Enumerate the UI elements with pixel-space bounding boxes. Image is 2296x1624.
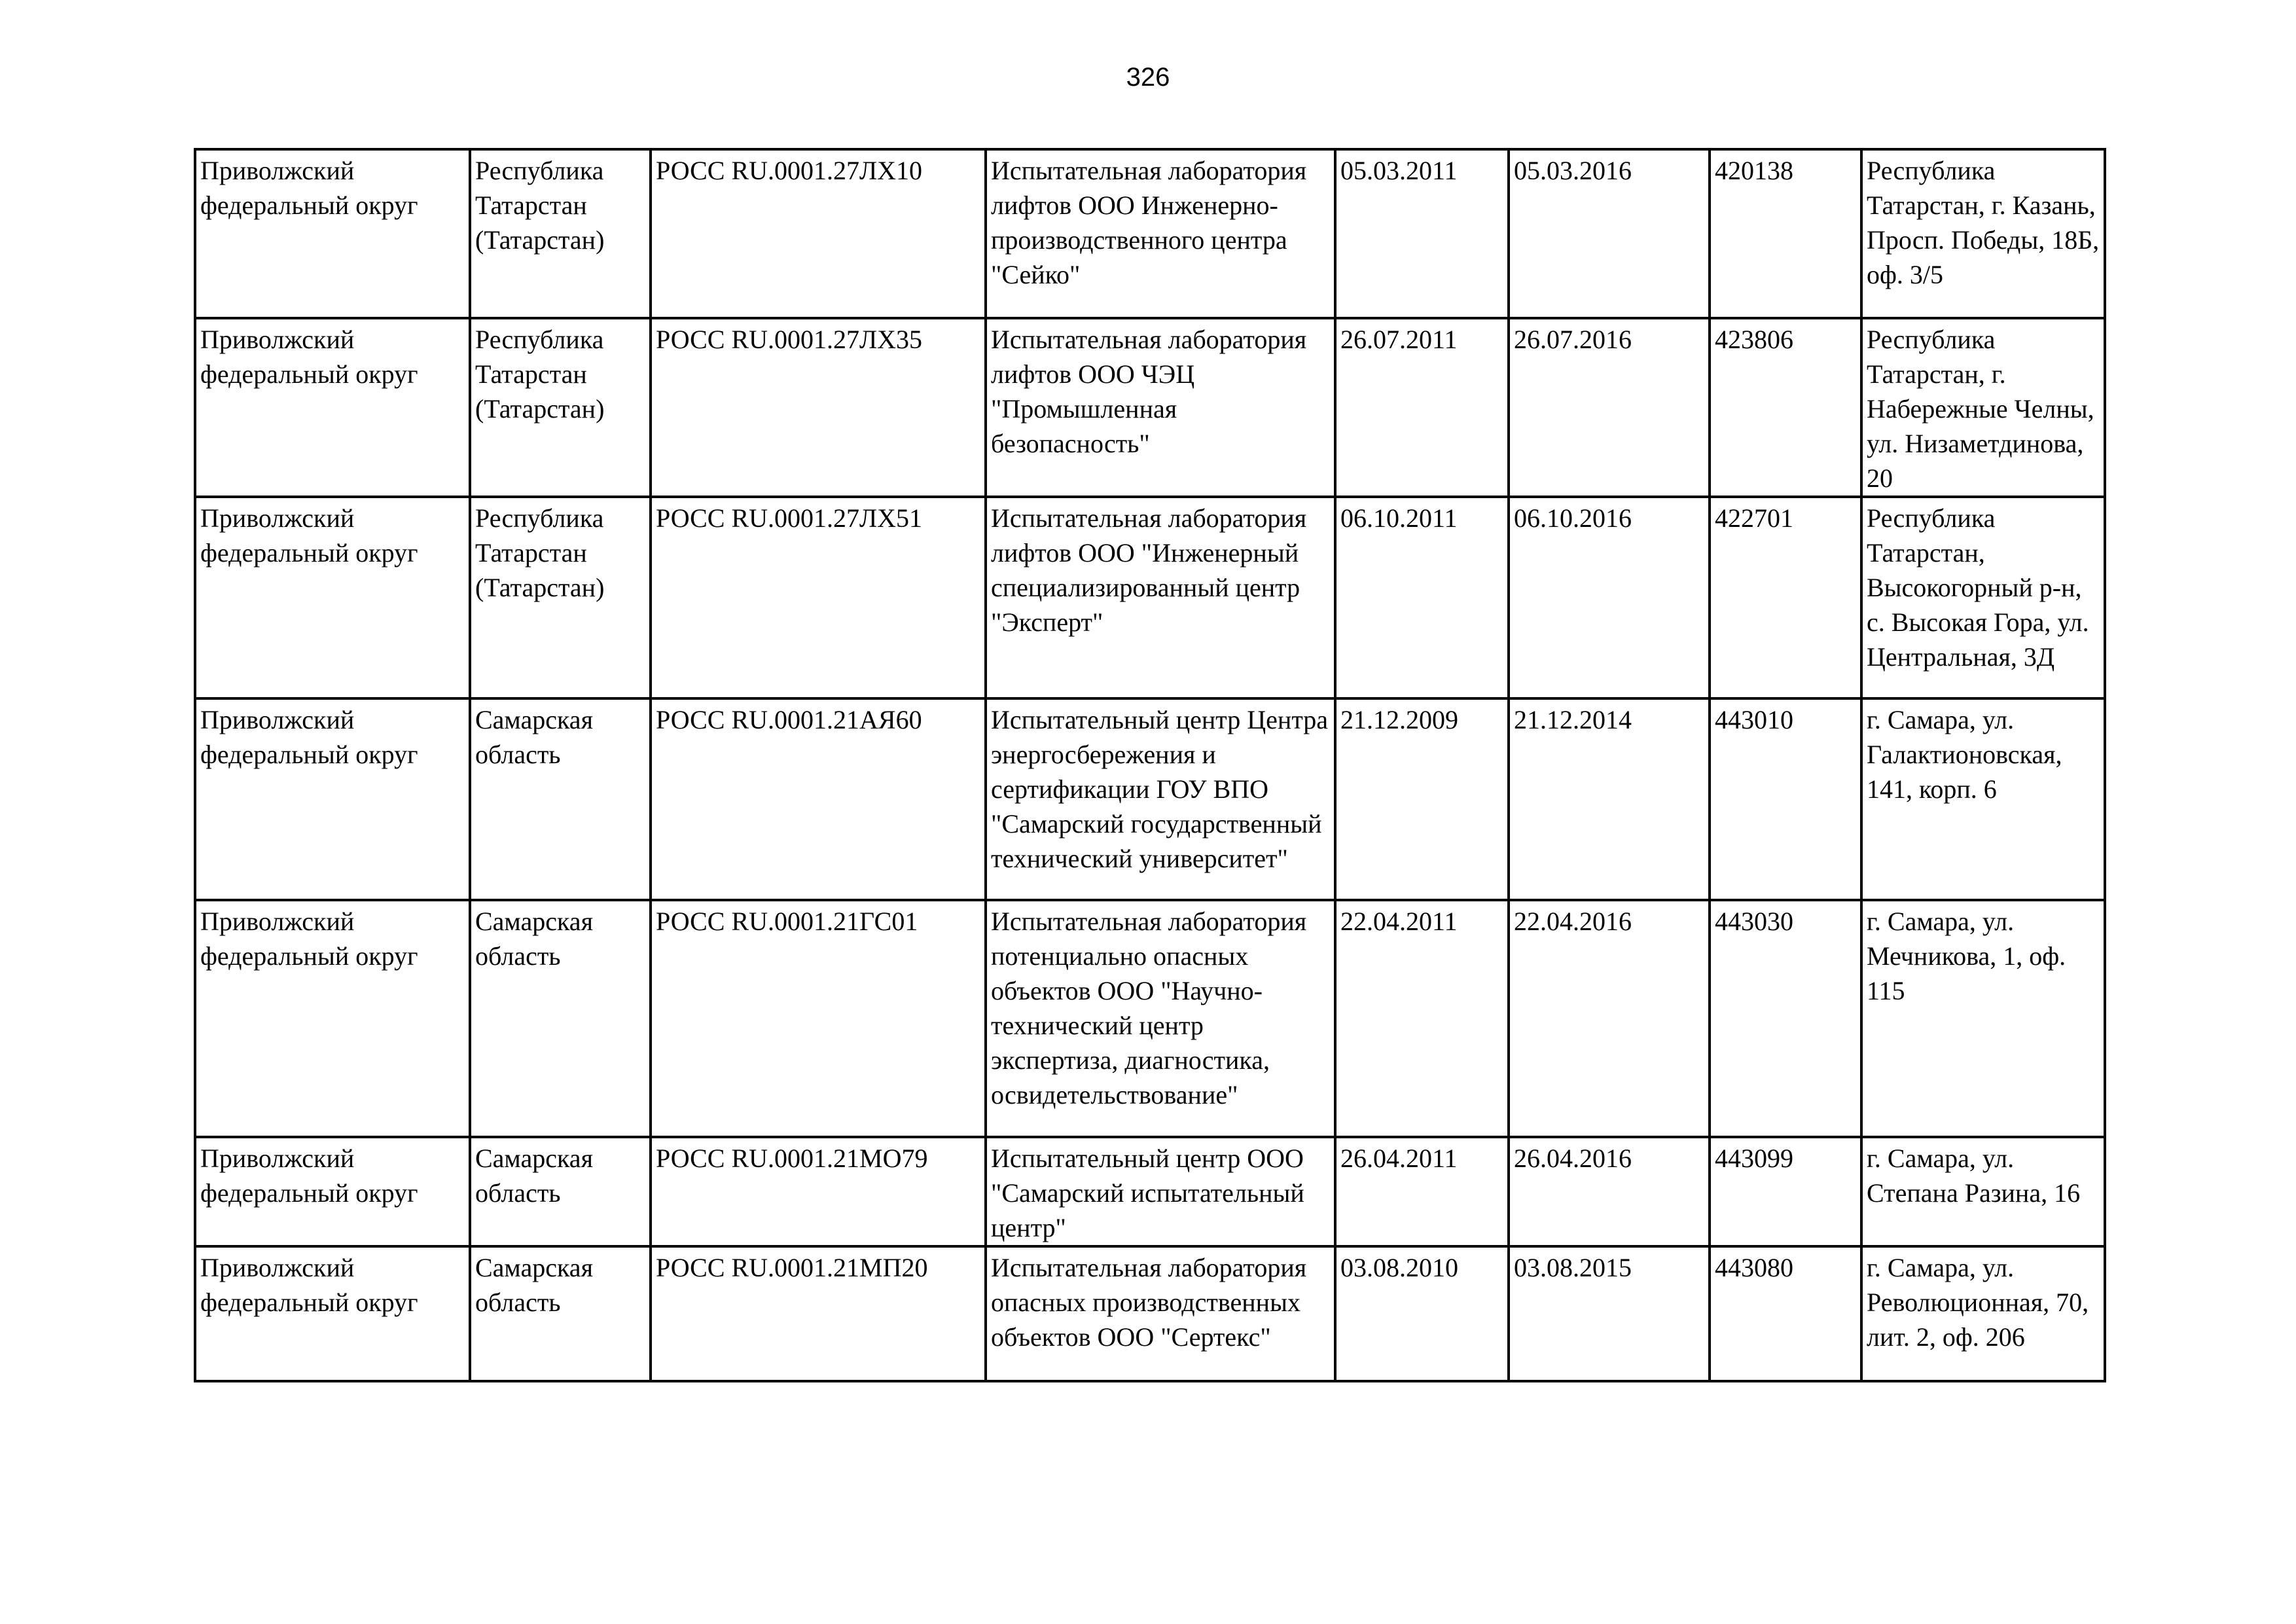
table-row bbox=[195, 497, 2105, 698]
date-from-cell: 26.07.2011 bbox=[1335, 318, 1509, 497]
address-cell: г. Самара, ул. Степана Разина, 16 bbox=[1861, 1137, 2105, 1246]
district-cell: Приволжский федеральный округ bbox=[195, 698, 470, 900]
code-cell: РОСС RU.0001.21АЯ60 bbox=[651, 698, 986, 900]
region-cell: Самарская область bbox=[470, 1137, 651, 1246]
date-to-cell: 22.04.2016 bbox=[1509, 900, 1710, 1137]
address-cell: г. Самара, ул. Мечникова, 1, оф. 115 bbox=[1861, 900, 2105, 1137]
code-cell: РОСС RU.0001.27ЛХ51 bbox=[651, 497, 986, 698]
region-cell: Республика Татарстан (Татарстан) bbox=[470, 149, 651, 318]
district-cell: Приволжский федеральный округ bbox=[195, 900, 470, 1137]
table-row bbox=[195, 900, 2105, 1137]
table-row bbox=[195, 1137, 2105, 1246]
date-from-cell: 21.12.2009 bbox=[1335, 698, 1509, 900]
region-cell: Республика Татарстан (Татарстан) bbox=[470, 318, 651, 497]
region-cell: Самарская область bbox=[470, 900, 651, 1137]
date-to-cell: 26.07.2016 bbox=[1509, 318, 1710, 497]
code-cell: РОСС RU.0001.21МО79 bbox=[651, 1137, 986, 1246]
address-cell: г. Самара, ул. Галактионовская, 141, корп. 6 bbox=[1861, 698, 2105, 900]
organization-cell: Испытательный центр Центра энергосбережения и сертификации ГОУ ВПО "Самарский государственный технический университет" bbox=[986, 698, 1335, 900]
date-from-cell: 22.04.2011 bbox=[1335, 900, 1509, 1137]
postal-code-cell: 443010 bbox=[1710, 698, 1861, 900]
date-from-cell: 06.10.2011 bbox=[1335, 497, 1509, 698]
district-cell: Приволжский федеральный округ bbox=[195, 318, 470, 497]
organization-cell: Испытательная лаборатория лифтов ООО "Инженерный специализированный центр "Эксперт" bbox=[986, 497, 1335, 698]
code-cell: РОСС RU.0001.21ГС01 bbox=[651, 900, 986, 1137]
postal-code-cell: 443080 bbox=[1710, 1246, 1861, 1381]
address-cell: г. Самара, ул. Революционная, 70, лит. 2, оф. 206 bbox=[1861, 1246, 2105, 1381]
postal-code-cell: 420138 bbox=[1710, 149, 1861, 318]
date-from-cell: 05.03.2011 bbox=[1335, 149, 1509, 318]
table-row bbox=[195, 318, 2105, 497]
district-cell: Приволжский федеральный округ bbox=[195, 497, 470, 698]
postal-code-cell: 443099 bbox=[1710, 1137, 1861, 1246]
code-cell: РОСС RU.0001.27ЛХ10 bbox=[651, 149, 986, 318]
code-cell: РОСС RU.0001.27ЛХ35 bbox=[651, 318, 986, 497]
date-to-cell: 05.03.2016 bbox=[1509, 149, 1710, 318]
date-to-cell: 03.08.2015 bbox=[1509, 1246, 1710, 1381]
date-from-cell: 03.08.2010 bbox=[1335, 1246, 1509, 1381]
postal-code-cell: 422701 bbox=[1710, 497, 1861, 698]
address-cell: Республика Татарстан, г. Казань, Просп. Победы, 18Б, оф. 3/5 bbox=[1861, 149, 2105, 318]
date-from-cell: 26.04.2011 bbox=[1335, 1137, 1509, 1246]
region-cell: Самарская область bbox=[470, 1246, 651, 1381]
code-cell: РОСС RU.0001.21МП20 bbox=[651, 1246, 986, 1381]
region-cell: Республика Татарстан (Татарстан) bbox=[470, 497, 651, 698]
region-cell: Самарская область bbox=[470, 698, 651, 900]
organization-cell: Испытательная лаборатория опасных производственных объектов ООО "Сертекс" bbox=[986, 1246, 1335, 1381]
address-cell: Республика Татарстан, г. Набережные Челны, ул. Низаметдинова, 20 bbox=[1861, 318, 2105, 497]
page-number: 326 bbox=[1126, 63, 1170, 92]
date-to-cell: 26.04.2016 bbox=[1509, 1137, 1710, 1246]
address-cell: Республика Татарстан, Высокогорный р-н, с. Высокая Гора, ул. Центральная, 3Д bbox=[1861, 497, 2105, 698]
postal-code-cell: 423806 bbox=[1710, 318, 1861, 497]
organization-cell: Испытательная лаборатория лифтов ООО Инженерно-производственного центра "Сейко" bbox=[986, 149, 1335, 318]
organization-cell: Испытательная лаборатория лифтов ООО ЧЭЦ "Промышленная безопасность" bbox=[986, 318, 1335, 497]
postal-code-cell: 443030 bbox=[1710, 900, 1861, 1137]
district-cell: Приволжский федеральный округ bbox=[195, 1246, 470, 1381]
registry-table bbox=[194, 148, 2106, 1382]
registry-rows bbox=[195, 149, 2105, 1381]
table-row bbox=[195, 1246, 2105, 1381]
organization-cell: Испытательный центр ООО "Самарский испытательный центр" bbox=[986, 1137, 1335, 1246]
organization-cell: Испытательная лаборатория потенциально опасных объектов ООО "Научно-технический центр экспертиза, диагностика, освидетельствование" bbox=[986, 900, 1335, 1137]
table-row bbox=[195, 698, 2105, 900]
date-to-cell: 06.10.2016 bbox=[1509, 497, 1710, 698]
district-cell: Приволжский федеральный округ bbox=[195, 1137, 470, 1246]
date-to-cell: 21.12.2014 bbox=[1509, 698, 1710, 900]
district-cell: Приволжский федеральный округ bbox=[195, 149, 470, 318]
table-row bbox=[195, 149, 2105, 318]
